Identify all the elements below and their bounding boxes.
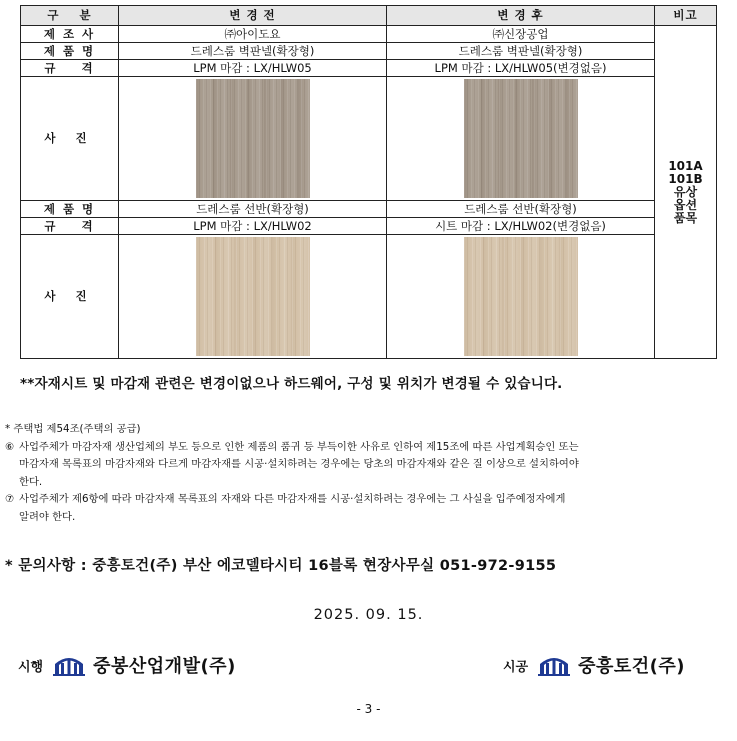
company-logo-icon	[538, 654, 570, 676]
item-marker: ⑥	[5, 440, 15, 453]
item-marker: ⑦	[5, 493, 15, 505]
photo1-after	[387, 77, 655, 201]
table-row	[21, 235, 717, 359]
row-label-manufacturer: 제 조 사	[21, 26, 119, 43]
table-row	[21, 201, 717, 218]
wood-panel-swatch-image	[196, 79, 310, 198]
law-line: 사업주체가 제6항에 따라 마감자재 목록표의 자재와 다른 마감자재를 시공·설치하려는 경우에는 그 사실을 입주예정자에게	[19, 493, 566, 505]
note-cell	[655, 26, 717, 359]
row-label-photo: 사 진	[21, 77, 119, 201]
developer-company: 중봉산업개발(주)	[93, 656, 236, 677]
developer-role: 시행	[18, 659, 44, 675]
table-row	[21, 218, 717, 235]
spec1-after: LPM 마감 : LX/HLW05(변경없음)	[387, 60, 655, 77]
law-line: 한다.	[19, 475, 43, 488]
law-item-6	[5, 439, 727, 492]
product1-before: 드레스룸 벽판넬(확장형)	[119, 43, 387, 60]
builder-signature	[503, 652, 685, 678]
photo2-before	[119, 235, 387, 359]
law-title: * 주택법 제54조(주택의 공급)	[5, 423, 141, 435]
note-line: 101B	[668, 171, 703, 186]
developer-signature	[18, 652, 236, 678]
contact-info: * 문의사항 : 중흥토건(주) 부산 에코델타시티 16블록 현장사무실 051-972-9155	[5, 558, 557, 574]
builder-role: 시공	[503, 659, 529, 675]
note-line: 옵션	[673, 197, 698, 212]
row-label-product: 제 품 명	[21, 201, 119, 218]
note-line: 101A	[668, 158, 703, 173]
law-line: 마감자재 목록표의 마감자재와 다르게 마감자재를 시공·설치하려는 경우에는 당초의 마감자재와 같은 질 이상으로 설치하여야	[19, 458, 579, 470]
table-header-row	[21, 6, 717, 26]
spec1-before: LPM 마감 : LX/HLW05	[119, 60, 387, 77]
header-category: 구 분	[21, 6, 119, 26]
row-label-spec: 규 격	[21, 218, 119, 235]
header-after: 변 경 후	[387, 6, 655, 26]
spec2-after: 시트 마감 : LX/HLW02(변경없음)	[387, 218, 655, 235]
wood-shelf-swatch-image	[196, 237, 310, 356]
page-number: - 3 -	[356, 702, 381, 716]
law-item-7	[5, 491, 727, 526]
wood-panel-swatch-image	[464, 79, 578, 198]
law-line: 알려야 한다.	[19, 510, 76, 523]
table-row	[21, 43, 717, 60]
header-note: 비고	[655, 6, 717, 26]
company-logo-icon	[53, 654, 85, 676]
change-table	[20, 5, 717, 359]
product1-after: 드레스룸 벽판넬(확장형)	[387, 43, 655, 60]
table-row	[21, 77, 717, 201]
table-row	[21, 60, 717, 77]
photo2-after	[387, 235, 655, 359]
header-before: 변 경 전	[119, 6, 387, 26]
product2-before: 드레스룸 선반(확장형)	[119, 201, 387, 218]
note-line: 유상	[673, 184, 698, 199]
spec2-before: LPM 마감 : LX/HLW02	[119, 218, 387, 235]
housing-law-excerpt	[5, 421, 727, 526]
wood-shelf-swatch-image	[464, 237, 578, 356]
notice-date: 2025. 09. 15.	[313, 607, 424, 623]
note-line: 품목	[673, 210, 698, 225]
law-line: 사업주체가 마감자재 생산업체의 부도 등으로 인한 제품의 품귀 등 부득이한 사유로 인하여 제15조에 따른 사업계획승인 또는	[19, 440, 579, 453]
row-label-spec: 규 격	[21, 60, 119, 77]
photo1-before	[119, 77, 387, 201]
product2-after: 드레스룸 선반(확장형)	[387, 201, 655, 218]
builder-company: 중흥토건(주)	[578, 656, 686, 677]
row-label-product: 제 품 명	[21, 43, 119, 60]
manufacturer-after: ㈜신장공업	[387, 26, 655, 43]
row-label-photo: 사 진	[21, 235, 119, 359]
table-row	[21, 26, 717, 43]
manufacturer-before: ㈜아이도요	[119, 26, 387, 43]
disclaimer-text: **자재시트 및 마감재 관련은 변경이없으나 하드웨어, 구성 및 위치가 변경될 수 있습니다.	[20, 376, 563, 392]
